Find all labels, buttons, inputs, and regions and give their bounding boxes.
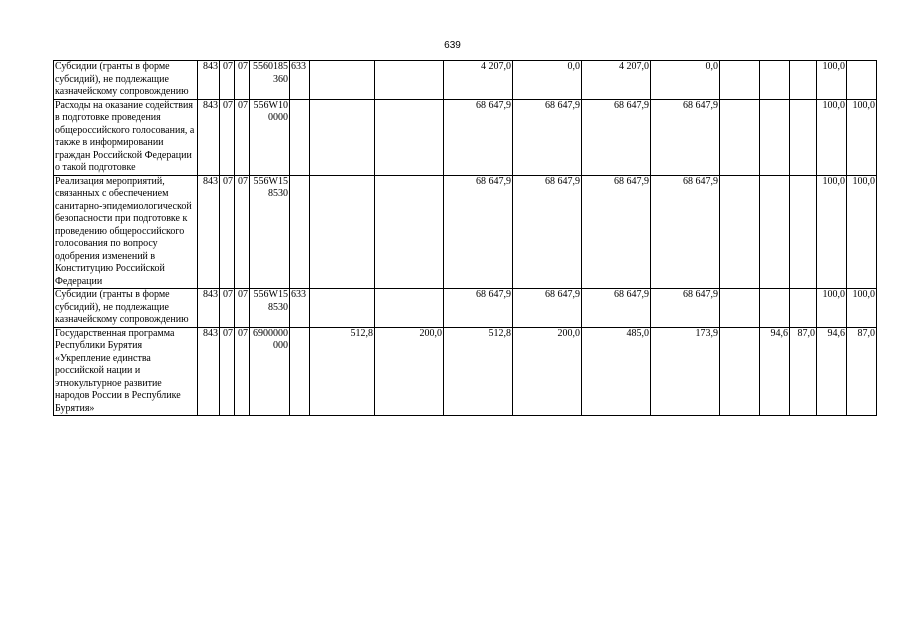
amount-col-4: 68 647,9 (513, 175, 582, 289)
percent-col-1 (760, 99, 790, 175)
table-body (54, 61, 877, 416)
amount-col-6: 68 647,9 (651, 289, 720, 328)
target-article-code: 556W158530 (250, 289, 290, 328)
grbs-code: 843 (198, 61, 220, 100)
table-row (54, 289, 877, 328)
subsection-code: 07 (235, 99, 250, 175)
amount-col-2 (375, 289, 444, 328)
amount-col-6: 68 647,9 (651, 99, 720, 175)
amount-col-2 (375, 99, 444, 175)
amount-col-3: 68 647,9 (444, 289, 513, 328)
expense-type-code (290, 327, 310, 416)
target-article-code: 556W100000 (250, 99, 290, 175)
target-article-code: 556W158530 (250, 175, 290, 289)
percent-col-4: 87,0 (847, 327, 877, 416)
amount-col-5: 68 647,9 (582, 289, 651, 328)
row-name: Расходы на оказание содействия в подготовке проведения общероссийского голосования, а также в информировании граждан Российской Федерации о такой подготовке (54, 99, 198, 175)
grbs-code: 843 (198, 327, 220, 416)
percent-col-4: 100,0 (847, 289, 877, 328)
percent-col-4: 100,0 (847, 99, 877, 175)
row-name: Государственная программа Республики Бурятия «Укрепление единства российской нации и этнокультурное развитие народов России в Республике Бурятия» (54, 327, 198, 416)
percent-col-2: 87,0 (790, 327, 817, 416)
amount-col-6: 173,9 (651, 327, 720, 416)
percent-col-1 (760, 61, 790, 100)
expense-type-code: 633 (290, 289, 310, 328)
amount-col-3: 68 647,9 (444, 175, 513, 289)
amount-col-3: 68 647,9 (444, 99, 513, 175)
amount-col-1: 512,8 (310, 327, 375, 416)
budget-table (53, 60, 877, 416)
amount-col-7 (720, 175, 760, 289)
target-article-code: 5560185360 (250, 61, 290, 100)
amount-col-5: 485,0 (582, 327, 651, 416)
expense-type-code (290, 175, 310, 289)
grbs-code: 843 (198, 289, 220, 328)
amount-col-1 (310, 99, 375, 175)
amount-col-6: 68 647,9 (651, 175, 720, 289)
section-code: 07 (220, 61, 235, 100)
amount-col-4: 68 647,9 (513, 289, 582, 328)
percent-col-2 (790, 289, 817, 328)
table-row (54, 61, 877, 100)
expense-type-code: 633 (290, 61, 310, 100)
amount-col-4: 68 647,9 (513, 99, 582, 175)
percent-col-2 (790, 175, 817, 289)
amount-col-7 (720, 99, 760, 175)
amount-col-2 (375, 175, 444, 289)
row-name: Субсидии (гранты в форме субсидий), не подлежащие казначейскому сопровождению (54, 289, 198, 328)
section-code: 07 (220, 99, 235, 175)
amount-col-6: 0,0 (651, 61, 720, 100)
amount-col-3: 4 207,0 (444, 61, 513, 100)
amount-col-7 (720, 61, 760, 100)
row-name: Субсидии (гранты в форме субсидий), не подлежащие казначейскому сопровождению (54, 61, 198, 100)
section-code: 07 (220, 289, 235, 328)
amount-col-4: 200,0 (513, 327, 582, 416)
percent-col-3: 100,0 (817, 175, 847, 289)
percent-col-2 (790, 99, 817, 175)
amount-col-3: 512,8 (444, 327, 513, 416)
row-name: Реализация мероприятий, связанных с обеспечением санитарно-эпидемиологической безопасности при подготовке к проведению общероссийского голосования по вопросу одобрения изменений в Конституцию Российской Федерации (54, 175, 198, 289)
amount-col-1 (310, 289, 375, 328)
percent-col-4 (847, 61, 877, 100)
amount-col-4: 0,0 (513, 61, 582, 100)
percent-col-3: 100,0 (817, 61, 847, 100)
subsection-code: 07 (235, 289, 250, 328)
target-article-code: 6900000000 (250, 327, 290, 416)
section-code: 07 (220, 327, 235, 416)
subsection-code: 07 (235, 327, 250, 416)
amount-col-2 (375, 61, 444, 100)
percent-col-4: 100,0 (847, 175, 877, 289)
percent-col-3: 100,0 (817, 99, 847, 175)
amount-col-5: 68 647,9 (582, 175, 651, 289)
grbs-code: 843 (198, 175, 220, 289)
amount-col-7 (720, 289, 760, 328)
percent-col-3: 94,6 (817, 327, 847, 416)
amount-col-7 (720, 327, 760, 416)
amount-col-5: 4 207,0 (582, 61, 651, 100)
percent-col-1 (760, 289, 790, 328)
amount-col-5: 68 647,9 (582, 99, 651, 175)
table-row (54, 99, 877, 175)
amount-col-1 (310, 61, 375, 100)
page-number: 639 (444, 40, 461, 51)
percent-col-2 (790, 61, 817, 100)
grbs-code: 843 (198, 99, 220, 175)
table-row (54, 175, 877, 289)
percent-col-1 (760, 175, 790, 289)
expense-type-code (290, 99, 310, 175)
percent-col-1: 94,6 (760, 327, 790, 416)
section-code: 07 (220, 175, 235, 289)
table-row (54, 327, 877, 416)
subsection-code: 07 (235, 61, 250, 100)
amount-col-1 (310, 175, 375, 289)
subsection-code: 07 (235, 175, 250, 289)
amount-col-2: 200,0 (375, 327, 444, 416)
percent-col-3: 100,0 (817, 289, 847, 328)
